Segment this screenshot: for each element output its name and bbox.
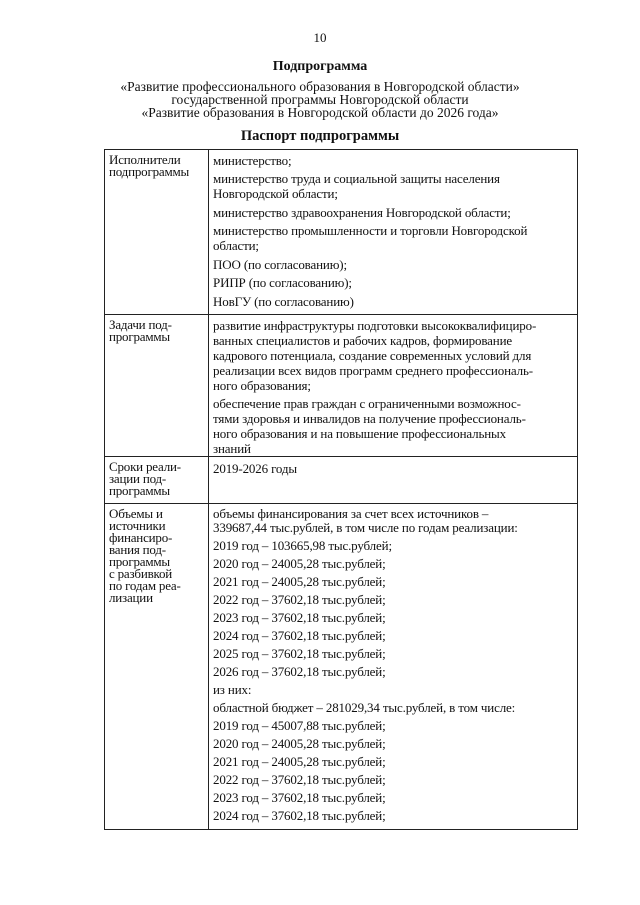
period-label	[105, 457, 208, 497]
period-value: 2019-2026 годы	[213, 461, 297, 476]
regional-year-item: 2021 год – 24005,28 тыс.рублей;	[213, 753, 386, 769]
financing-year-item: 2019 год – 103665,98 тыс.рублей;	[213, 537, 392, 553]
subprogram-title-line-1: «Развитие профессионального образования в Новгородской области»	[120, 79, 520, 94]
executor-item: РИПР (по согласованию);	[213, 275, 352, 290]
row-executors	[105, 150, 578, 315]
label-line: программы	[109, 553, 170, 569]
executor-item: ПОО (по согласованию);	[213, 256, 347, 272]
executor-item: министерство здравоохранения Новгородской области;	[213, 204, 511, 220]
task-line: ванных специалистов и рабочих кадров, формирование	[213, 332, 513, 348]
regional-year-item: 2024 год – 37602,18 тыс.рублей;	[213, 807, 386, 823]
subprogram-title-line-2: государственной программы Новгородской области	[171, 92, 469, 107]
task-line: развитие инфраструктуры подготовки высококвалифициро-	[213, 317, 537, 333]
label-line: программы	[109, 482, 170, 498]
label-line: Объемы и	[109, 505, 163, 521]
task-line: знаний	[213, 441, 251, 456]
executor-item: министерство промышленности и торговли Новгородской	[213, 223, 528, 238]
label-line: зации под-	[109, 470, 167, 486]
tasks-cell	[209, 315, 578, 457]
label-line: подпрограммы	[109, 164, 190, 179]
financing-year-item: 2024 год – 37602,18 тыс.рублей;	[213, 627, 386, 643]
regional-year-item: 2022 год – 37602,18 тыс.рублей;	[213, 771, 386, 787]
label-line: Сроки реали-	[109, 458, 181, 474]
row-period	[105, 456, 578, 503]
label-line: источники	[109, 517, 166, 533]
task-line: реализации всех видов программ среднего профессиональ-	[213, 362, 533, 378]
row-financing	[105, 503, 578, 830]
task-line: кадрового потенциала, создание современных условий для	[213, 347, 532, 363]
financing-year-item: 2021 год – 24005,28 тыс.рублей;	[213, 573, 386, 589]
executor-item: министерство;	[213, 152, 292, 168]
label-line: Задачи под-	[109, 317, 172, 332]
executors-label-cell	[105, 150, 209, 315]
task-line: обеспечение прав граждан с ограниченными возможнос-	[213, 396, 521, 411]
regional-year-item: 2023 год – 37602,18 тыс.рублей;	[213, 789, 386, 805]
financing-year-item: 2025 год – 37602,18 тыс.рублей;	[213, 645, 386, 661]
row-tasks	[105, 315, 578, 457]
executor-item: министерство труда и социальной защиты населения	[213, 171, 500, 186]
label-line: финансиро-	[109, 529, 173, 545]
passport-table	[104, 149, 578, 830]
passport-title: Паспорт подпрограммы	[240, 128, 400, 144]
label-line: Исполнители	[109, 152, 181, 167]
of-which-label: из них:	[213, 681, 252, 697]
period-label-cell	[105, 456, 209, 503]
financing-year-item: 2020 год – 24005,28 тыс.рублей;	[213, 555, 386, 571]
subprogram-heading: Подпрограмма	[272, 59, 368, 74]
financing-intro-line: 339687,44 тыс.рублей, в том числе по годам реализации:	[213, 519, 518, 535]
executor-item-cont: области;	[213, 238, 259, 253]
task-line: ного образования и на повышение профессиональных	[213, 426, 506, 441]
financing-label	[105, 504, 208, 604]
task-line: тями здоровья и инвалидов на получение профессиональ-	[213, 411, 526, 426]
label-line: по годам реа-	[109, 577, 181, 593]
subprogram-title-line-3: «Развитие образования в Новгородской области до 2026 года»	[141, 105, 499, 120]
financing-intro-line: объемы финансирования за счет всех источников –	[213, 505, 489, 521]
page-number: 10	[313, 30, 327, 45]
executor-item: НовГУ (по согласованию)	[213, 293, 354, 309]
executors-cell	[209, 150, 578, 315]
label-line: лизации	[109, 589, 153, 605]
tasks-label	[105, 315, 208, 343]
executors-label	[105, 150, 208, 178]
tasks-label-cell	[105, 315, 209, 457]
label-line: с разбивкой	[109, 565, 173, 581]
financing-year-item: 2022 год – 37602,18 тыс.рублей;	[213, 591, 386, 607]
financing-cell	[209, 503, 578, 830]
period-cell	[209, 456, 578, 503]
financing-year-item: 2023 год – 37602,18 тыс.рублей;	[213, 609, 386, 625]
regional-year-item: 2020 год – 24005,28 тыс.рублей;	[213, 735, 386, 751]
label-line: программы	[109, 329, 170, 344]
regional-budget-intro: областной бюджет – 281029,34 тыс.рублей, в том числе:	[213, 699, 516, 715]
label-line: вания под-	[109, 541, 166, 557]
financing-label-cell	[105, 503, 209, 830]
task-line: ного образования;	[213, 377, 311, 393]
regional-year-item: 2019 год – 45007,88 тыс.рублей;	[213, 717, 386, 733]
executor-item-cont: Новгородской области;	[213, 186, 338, 201]
financing-year-item: 2026 год – 37602,18 тыс.рублей;	[213, 663, 386, 679]
